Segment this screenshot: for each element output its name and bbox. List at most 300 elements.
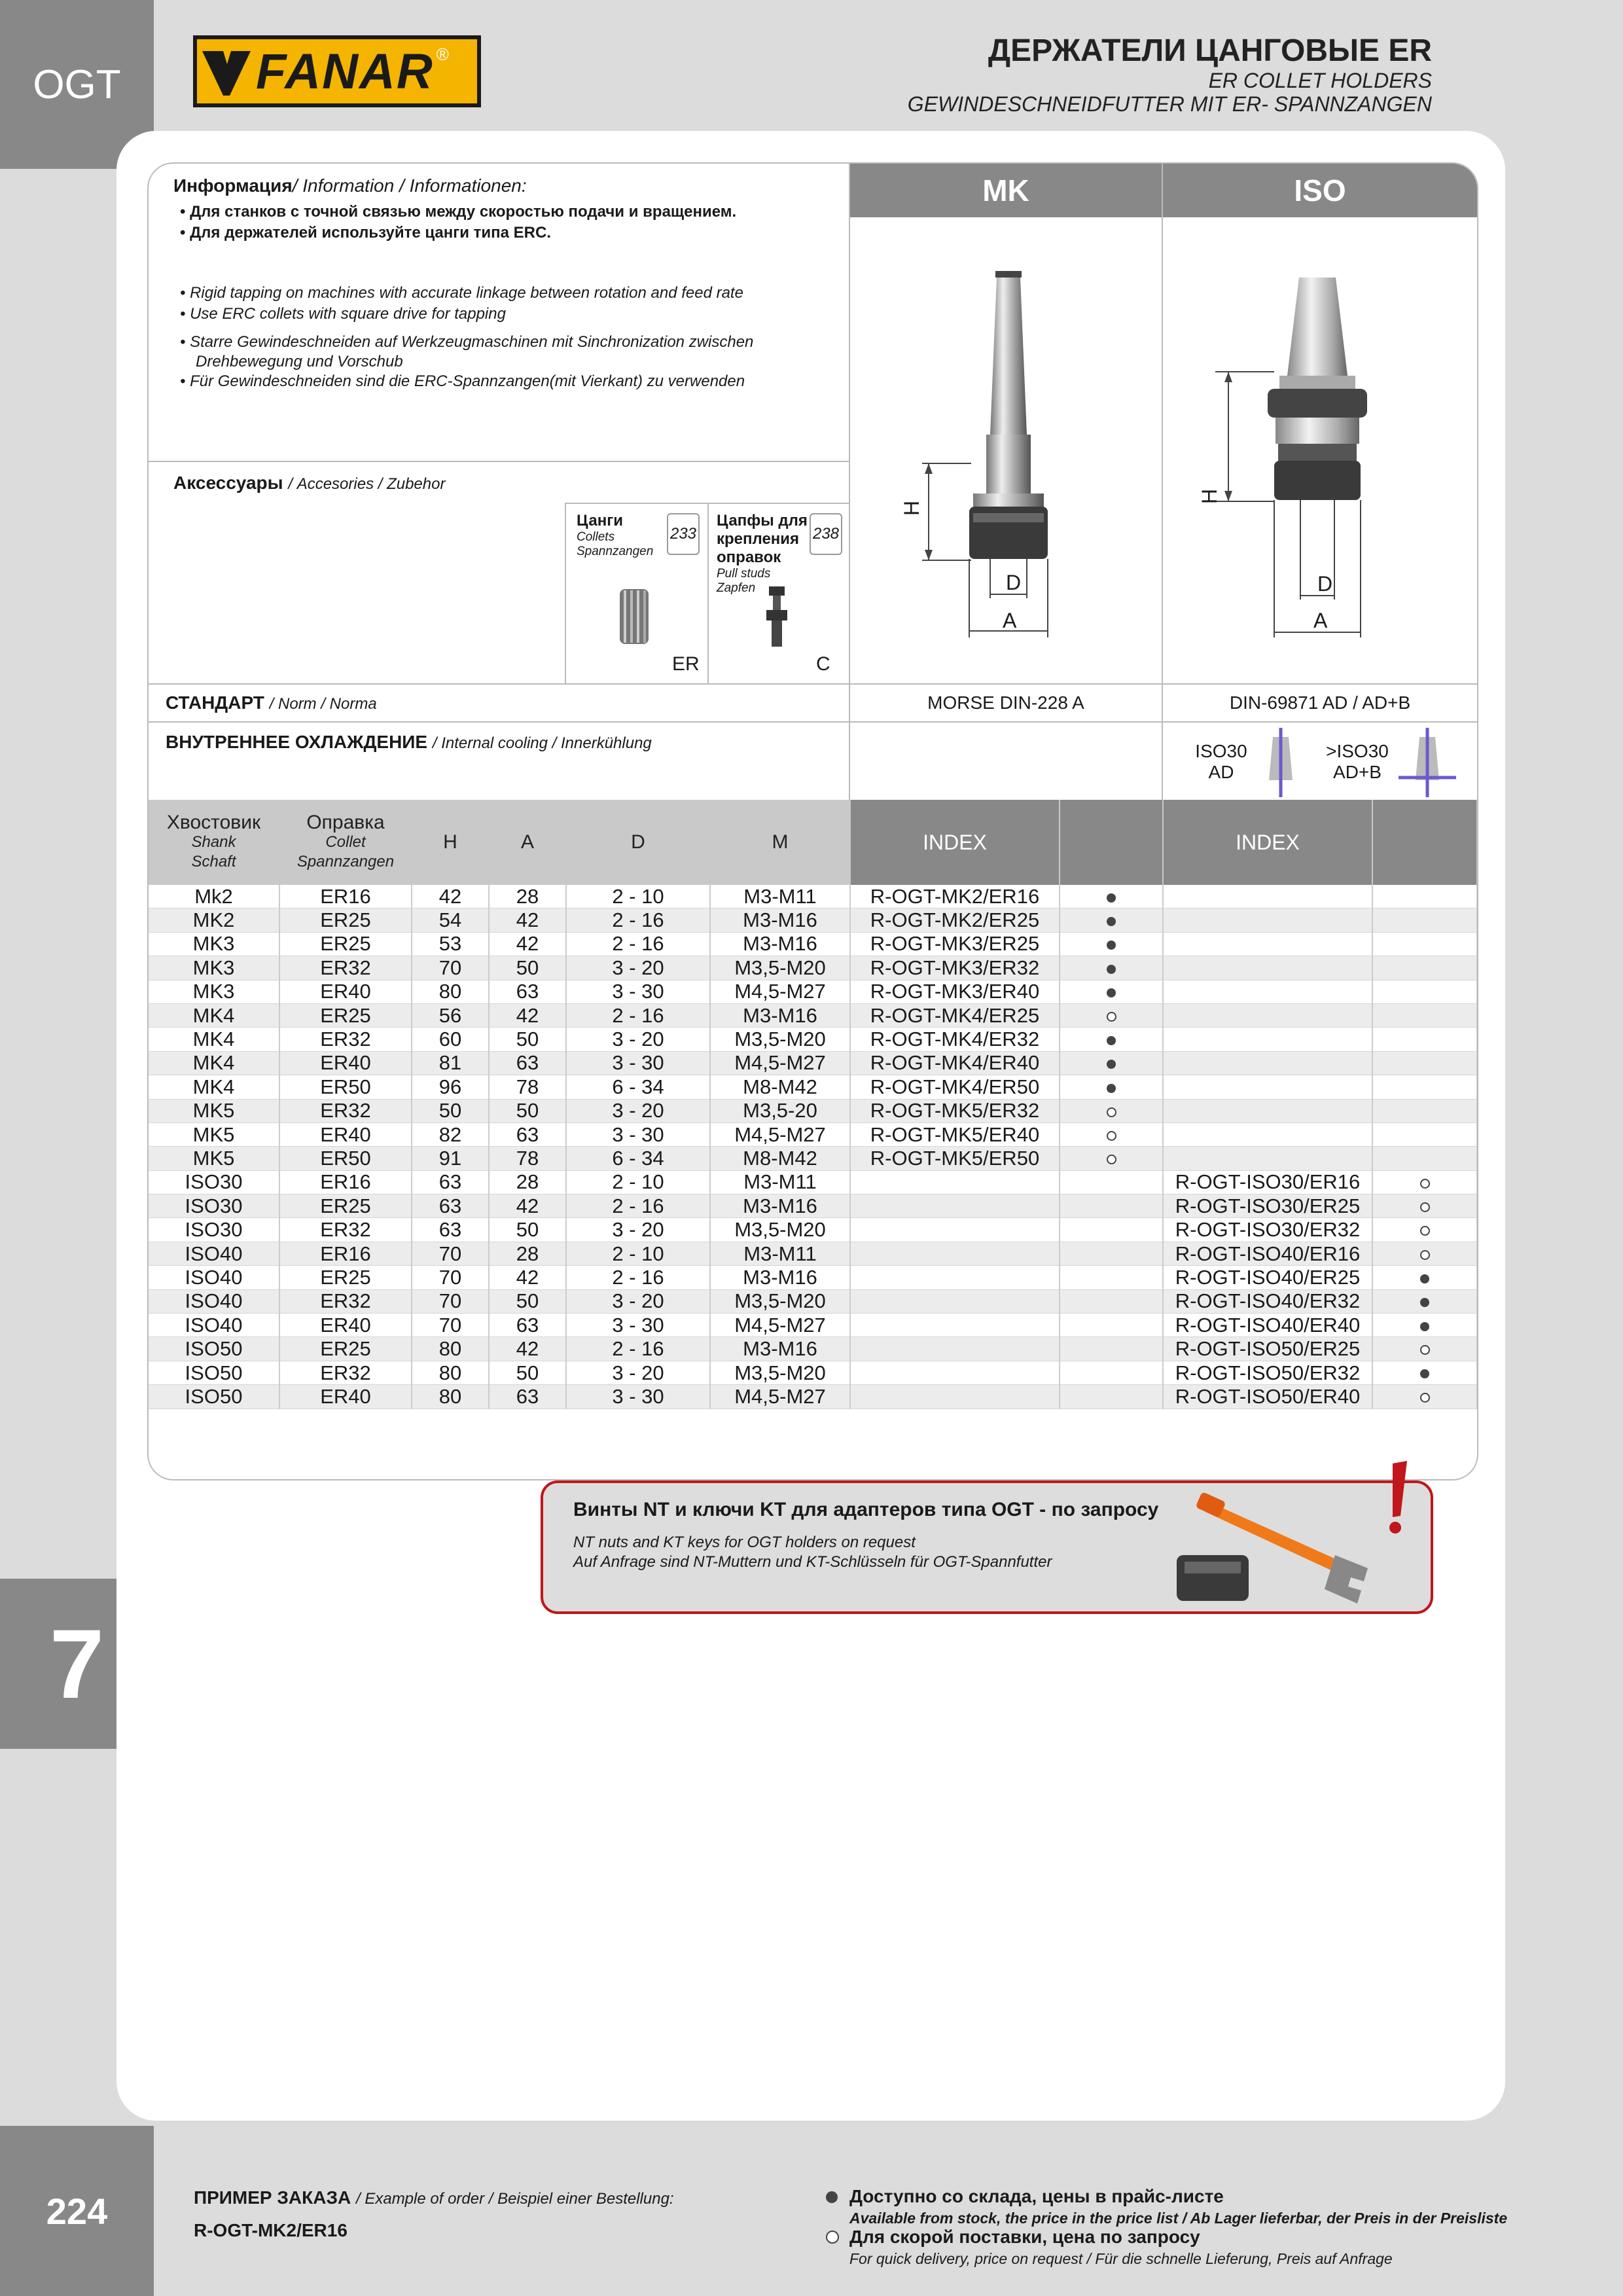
- cell-mk-index: R-OGT-MK5/ER32: [850, 1099, 1060, 1122]
- logo-registered-mark: ®: [436, 45, 449, 64]
- header-shank-ru: Хвостовик: [166, 812, 261, 833]
- open-dot-icon: [1420, 1393, 1430, 1403]
- mk-dim-a: A: [1003, 609, 1017, 632]
- info-bullet-text: Для держателей используйте цанги типа ERC.: [190, 224, 552, 242]
- mk-avail-cell: [1060, 1218, 1163, 1242]
- cell-collet: ER25: [279, 1003, 412, 1027]
- cell-d: 3 - 20: [566, 1218, 710, 1242]
- cell-h: 80: [412, 980, 489, 1003]
- filled-dot-icon: [1420, 1298, 1429, 1307]
- cell-iso-index: R-OGT-ISO50/ER32: [1163, 1361, 1372, 1384]
- nut-and-key-icon: [1171, 1457, 1427, 1607]
- info-bullet: • Starre Gewindeschneiden auf Werkzeugmaschinen mit Sinchronization zwischen: [180, 333, 754, 351]
- cell-d: 3 - 30: [566, 1122, 710, 1146]
- cell-h: 80: [412, 1361, 489, 1384]
- accessory-sub-de: Spannzangen: [577, 545, 654, 558]
- iso-avail-cell: [1372, 1337, 1477, 1361]
- table-row: [149, 1147, 1477, 1170]
- accessories-heading: [173, 473, 445, 493]
- table-row: [149, 1314, 1477, 1337]
- cell-shank: MK4: [149, 1003, 279, 1027]
- column-header-mk: MK: [850, 164, 1162, 217]
- product-table: [149, 800, 1478, 1409]
- cell-collet: ER25: [279, 1266, 412, 1289]
- table-row: [149, 932, 1477, 956]
- cell-iso-index: [1163, 885, 1372, 908]
- accessory-sub-en: Pull studs: [717, 567, 771, 581]
- cell-iso-index: R-OGT-ISO30/ER25: [1163, 1194, 1372, 1218]
- cooling-label: [166, 732, 652, 753]
- mk-avail-cell: [1060, 1194, 1163, 1218]
- info-bullet-text: Starre Gewindeschneiden auf Werkzeugmaschinen mit Sinchronization zwischen: [190, 333, 754, 351]
- mk-avail-cell: [1060, 1170, 1163, 1194]
- cell-h: 70: [412, 1242, 489, 1265]
- filled-dot-icon: [1107, 941, 1116, 950]
- table-row: [149, 1242, 1477, 1265]
- page-title-block: [908, 33, 1432, 116]
- info-bullet: • Для держателей используйте цанги типа ERC.: [180, 224, 552, 242]
- table-row: [149, 1170, 1477, 1194]
- legend-request-alt: For quick delivery, price on request / Für die schnelle Lieferung, Preis auf Anfrage: [849, 2250, 1393, 2267]
- header-iso-availability: [1372, 800, 1477, 885]
- cell-mk-index: R-OGT-MK2/ER25: [850, 908, 1060, 932]
- header-collet-de: Spannzangen: [296, 853, 395, 870]
- cell-iso-index: [1163, 1122, 1372, 1146]
- cell-mk-index: [850, 1242, 1060, 1265]
- header-shank-en: Shank: [191, 833, 236, 851]
- info-bullet: • Для станков с точной связью между скоростью подачи и вращением.: [180, 203, 737, 221]
- filled-dot-icon: [826, 2191, 838, 2203]
- info-bullet-text: Use ERC collets with square drive for tapping: [190, 305, 506, 323]
- filled-dot-icon: [1107, 965, 1116, 974]
- iso-avail-cell: [1372, 1170, 1477, 1194]
- accessory-sub-de: Zapfen: [717, 581, 756, 595]
- legend-request-label: Для скорой поставки, цена по запросу: [849, 2227, 1200, 2247]
- table-row: [149, 1218, 1477, 1242]
- cell-m: M3-M16: [710, 1194, 850, 1218]
- cell-a: 78: [489, 1075, 566, 1099]
- order-example-label-alt: / Example of order / Beispiel einer Bestellung:: [356, 2190, 674, 2208]
- filled-dot-icon: [1107, 1084, 1116, 1093]
- filled-dot-icon: [1107, 893, 1116, 903]
- cell-a: 42: [489, 1003, 566, 1027]
- cell-collet: ER32: [279, 1289, 412, 1313]
- cell-m: M3-M11: [710, 1242, 850, 1265]
- cell-iso-index: [1163, 1003, 1372, 1027]
- cell-d: 2 - 16: [566, 932, 710, 956]
- table-row: [149, 1028, 1477, 1051]
- mk-dim-h: H: [900, 500, 924, 516]
- cell-m: M3,5-M20: [710, 1218, 850, 1242]
- table-row: [149, 1051, 1477, 1075]
- iso-avail-cell: [1372, 1028, 1477, 1051]
- cell-mk-index: [850, 1361, 1060, 1384]
- cell-d: 2 - 16: [566, 1003, 710, 1027]
- info-heading-ru: Информация: [173, 175, 293, 196]
- info-bullet-text: Для станков с точной связью между скоростью подачи и вращением.: [190, 203, 737, 221]
- cell-m: M3-M16: [710, 908, 850, 932]
- iso-avail-cell: [1372, 1314, 1477, 1337]
- cell-collet: ER40: [279, 980, 412, 1003]
- logo-wordmark: FANAR: [256, 43, 434, 99]
- pull-stud-icon: [764, 584, 790, 649]
- cell-d: 2 - 16: [566, 1194, 710, 1218]
- cell-iso-index: [1163, 1075, 1372, 1099]
- cell-h: 70: [412, 956, 489, 980]
- iso-avail-cell: [1372, 1122, 1477, 1146]
- cell-h: 70: [412, 1266, 489, 1289]
- table-row: [149, 1266, 1477, 1289]
- cell-shank: MK5: [149, 1122, 279, 1146]
- page-subtitle-en: ER COLLET HOLDERS: [1208, 69, 1432, 92]
- iso-avail-cell: [1372, 1051, 1477, 1075]
- brand-logo: [193, 35, 481, 107]
- cell-mk-index: [850, 1289, 1060, 1313]
- cell-m: M4,5-M27: [710, 1314, 850, 1337]
- cell-mk-index: R-OGT-MK4/ER25: [850, 1003, 1060, 1027]
- accessory-pull-studs[interactable]: [711, 505, 849, 682]
- table-row: [149, 1099, 1477, 1122]
- cell-mk-index: [850, 1170, 1060, 1194]
- cell-collet: ER25: [279, 1337, 412, 1361]
- iso-avail-cell: [1372, 1361, 1477, 1384]
- cell-h: 63: [412, 1194, 489, 1218]
- iso-avail-cell: [1372, 980, 1477, 1003]
- cell-shank: ISO30: [149, 1194, 279, 1218]
- table-header-row: [149, 800, 1477, 885]
- open-dot-icon: [826, 2231, 839, 2244]
- info-bullets-en: [180, 283, 743, 325]
- cell-h: 80: [412, 1385, 489, 1408]
- header-h: H: [412, 800, 489, 885]
- filled-dot-icon: [1107, 988, 1116, 997]
- iso-avail-cell: [1372, 1218, 1477, 1242]
- cell-mk-index: R-OGT-MK3/ER32: [850, 956, 1060, 980]
- cell-shank: MK4: [149, 1051, 279, 1075]
- cell-iso-index: R-OGT-ISO40/ER25: [1163, 1266, 1372, 1289]
- cell-h: 42: [412, 885, 489, 908]
- cell-a: 63: [489, 1385, 566, 1408]
- mk-avail-cell: [1060, 1385, 1163, 1408]
- cell-d: 3 - 20: [566, 1361, 710, 1384]
- accessory-page-ref[interactable]: 233: [667, 513, 700, 555]
- cell-m: M8-M42: [710, 1147, 850, 1170]
- info-bullet-continuation: Drehbewegung und Vorschub: [196, 353, 403, 370]
- cell-mk-index: R-OGT-MK4/ER40: [850, 1051, 1060, 1075]
- cell-shank: MK3: [149, 980, 279, 1003]
- table-row: [149, 980, 1477, 1003]
- accessory-sub-en: Collets: [577, 530, 615, 544]
- collet-icon: [616, 584, 652, 649]
- cell-d: 6 - 34: [566, 1075, 710, 1099]
- open-dot-icon: [1107, 1155, 1116, 1164]
- cell-mk-index: R-OGT-MK5/ER50: [850, 1147, 1060, 1170]
- cell-iso-index: [1163, 956, 1372, 980]
- cell-mk-index: R-OGT-MK3/ER25: [850, 932, 1060, 956]
- cell-iso-index: [1163, 908, 1372, 932]
- cooling-option-adb: [1315, 741, 1400, 783]
- standard-label-ru: СТАНДАРТ: [166, 692, 264, 713]
- cell-h: 70: [412, 1314, 489, 1337]
- cell-m: M3-M11: [710, 1170, 850, 1194]
- cell-shank: ISO30: [149, 1170, 279, 1194]
- mk-dim-d: D: [1006, 571, 1022, 594]
- cell-m: M4,5-M27: [710, 980, 850, 1003]
- cell-d: 3 - 20: [566, 1099, 710, 1122]
- iso-avail-cell: [1372, 932, 1477, 956]
- cell-d: 2 - 10: [566, 885, 710, 908]
- cell-collet: ER16: [279, 885, 412, 908]
- mk-avail-cell: [1060, 1122, 1163, 1146]
- info-heading-alt: / Information / Informationen:: [292, 175, 527, 196]
- cell-iso-index: [1163, 1099, 1372, 1122]
- cell-m: M4,5-M27: [710, 1051, 850, 1075]
- filled-dot-icon: [1420, 1274, 1429, 1283]
- mk-avail-cell: [1060, 1051, 1163, 1075]
- cell-h: 56: [412, 1003, 489, 1027]
- cell-mk-index: R-OGT-MK3/ER40: [850, 980, 1060, 1003]
- callout-line-en: NT nuts and KT keys for OGT holders on request: [573, 1534, 916, 1551]
- accessories-heading-ru: Аксессуары: [173, 473, 283, 493]
- cell-h: 82: [412, 1122, 489, 1146]
- cell-shank: MK5: [149, 1099, 279, 1122]
- header-collet-en: Collet: [325, 833, 366, 851]
- cell-a: 42: [489, 1337, 566, 1361]
- cell-d: 3 - 30: [566, 1314, 710, 1337]
- cell-m: M3-M16: [710, 1003, 850, 1027]
- iso-avail-cell: [1372, 908, 1477, 932]
- cell-mk-index: [850, 1314, 1060, 1337]
- cell-a: 50: [489, 1028, 566, 1051]
- cell-shank: MK4: [149, 1075, 279, 1099]
- table-row: [149, 1003, 1477, 1027]
- mk-avail-cell: [1060, 1361, 1163, 1384]
- cell-a: 28: [489, 1170, 566, 1194]
- iso-dim-h: H: [1198, 488, 1222, 505]
- accessory-collets[interactable]: [569, 505, 706, 682]
- table-row: [149, 1361, 1477, 1384]
- mk-avail-cell: [1060, 932, 1163, 956]
- cell-h: 70: [412, 1289, 489, 1313]
- product-panel: [147, 162, 1478, 1480]
- iso-avail-cell: [1372, 1075, 1477, 1099]
- order-example-code: R-OGT-MK2/ER16: [194, 2220, 348, 2240]
- section-tab-label: OGT: [33, 62, 121, 107]
- mk-avail-cell: [1060, 956, 1163, 980]
- standard-iso: DIN-69871 AD / AD+B: [1229, 692, 1411, 713]
- cell-shank: MK3: [149, 956, 279, 980]
- cell-collet: ER40: [279, 1051, 412, 1075]
- cell-a: 42: [489, 1266, 566, 1289]
- cell-m: M4,5-M27: [710, 1385, 850, 1408]
- legend-request-marker: [826, 2231, 839, 2244]
- info-bullet: • Rigid tapping on machines with accurate linkage between rotation and feed rate: [180, 284, 743, 302]
- header-mk-index: INDEX: [850, 800, 1060, 885]
- mk-avail-cell: [1060, 1075, 1163, 1099]
- cell-iso-index: [1163, 1147, 1372, 1170]
- filled-dot-icon: [1420, 1322, 1429, 1331]
- iso-avail-cell: [1372, 956, 1477, 980]
- logo-v-icon: [197, 39, 256, 103]
- mk-avail-cell: [1060, 1314, 1163, 1337]
- cell-collet: ER25: [279, 908, 412, 932]
- cell-shank: MK5: [149, 1147, 279, 1170]
- cooling-option-line: ISO30: [1195, 741, 1247, 761]
- cell-collet: ER25: [279, 932, 412, 956]
- cell-h: 81: [412, 1051, 489, 1075]
- header-shank-de: Schaft: [191, 853, 236, 870]
- cell-a: 42: [489, 908, 566, 932]
- cell-d: 2 - 16: [566, 908, 710, 932]
- cell-iso-index: R-OGT-ISO40/ER32: [1163, 1289, 1372, 1313]
- cell-a: 63: [489, 1314, 566, 1337]
- accessory-title: [717, 512, 808, 567]
- cell-d: 2 - 16: [566, 1266, 710, 1289]
- cell-iso-index: R-OGT-ISO50/ER25: [1163, 1337, 1372, 1361]
- cell-a: 63: [489, 1122, 566, 1146]
- cell-h: 63: [412, 1218, 489, 1242]
- cell-mk-index: [850, 1337, 1060, 1361]
- table-row: [149, 1337, 1477, 1361]
- open-dot-icon: [1420, 1179, 1430, 1189]
- accessory-code: C: [816, 653, 830, 675]
- cell-iso-index: [1163, 932, 1372, 956]
- cell-collet: ER32: [279, 1099, 412, 1122]
- cell-a: 50: [489, 956, 566, 980]
- iso-avail-cell: [1372, 1289, 1477, 1313]
- column-header-iso: ISO: [1163, 164, 1477, 217]
- cell-a: 28: [489, 1242, 566, 1265]
- mk-avail-cell: [1060, 1028, 1163, 1051]
- accessory-title-line: крепления: [717, 530, 800, 548]
- cell-m: M3-M16: [710, 1266, 850, 1289]
- header-shank: [149, 800, 279, 885]
- cell-m: M3,5-M20: [710, 1361, 850, 1384]
- cooling-label-ru: ВНУТРЕННЕЕ ОХЛАЖДЕНИЕ: [166, 732, 428, 752]
- cell-a: 78: [489, 1147, 566, 1170]
- cell-collet: ER16: [279, 1170, 412, 1194]
- cell-shank: ISO40: [149, 1314, 279, 1337]
- open-dot-icon: [1420, 1345, 1430, 1355]
- open-dot-icon: [1420, 1226, 1430, 1236]
- nuts-keys-callout: [541, 1480, 1433, 1614]
- table-row: [149, 1122, 1477, 1146]
- cell-mk-index: [850, 1194, 1060, 1218]
- cell-a: 42: [489, 932, 566, 956]
- iso-dim-a: A: [1313, 609, 1328, 632]
- cell-collet: ER32: [279, 1218, 412, 1242]
- cell-iso-index: [1163, 1028, 1372, 1051]
- cell-m: M8-M42: [710, 1075, 850, 1099]
- iso-avail-cell: [1372, 885, 1477, 908]
- mk-avail-cell: [1060, 1147, 1163, 1170]
- cell-iso-index: R-OGT-ISO30/ER16: [1163, 1170, 1372, 1194]
- mk-avail-cell: [1060, 1266, 1163, 1289]
- info-heading: [173, 175, 527, 196]
- cell-d: 3 - 30: [566, 1385, 710, 1408]
- open-dot-icon: [1420, 1202, 1430, 1212]
- cell-a: 42: [489, 1194, 566, 1218]
- header-m: M: [710, 800, 850, 885]
- cell-collet: ER40: [279, 1122, 412, 1146]
- cell-collet: ER16: [279, 1242, 412, 1265]
- cell-a: 50: [489, 1218, 566, 1242]
- iso-avail-cell: [1372, 1266, 1477, 1289]
- cell-a: 50: [489, 1361, 566, 1384]
- cell-m: M3,5-20: [710, 1099, 850, 1122]
- table-row: [149, 1194, 1477, 1218]
- iso-dim-d: D: [1317, 572, 1333, 596]
- cell-shank: MK3: [149, 932, 279, 956]
- standard-mk: MORSE DIN-228 A: [927, 692, 1084, 713]
- iso-avail-cell: [1372, 1147, 1477, 1170]
- cell-shank: ISO50: [149, 1361, 279, 1384]
- cell-shank: ISO40: [149, 1266, 279, 1289]
- order-example-label-ru: ПРИМЕР ЗАКАЗА: [194, 2187, 351, 2208]
- iso-avail-cell: [1372, 1003, 1477, 1027]
- info-bullet: • Use ERC collets with square drive for tapping: [180, 305, 506, 323]
- cell-d: 2 - 16: [566, 1337, 710, 1361]
- cell-shank: MK2: [149, 908, 279, 932]
- header-collet-ru: Оправка: [306, 812, 385, 833]
- cell-d: 3 - 20: [566, 956, 710, 980]
- table-row: [149, 908, 1477, 932]
- open-dot-icon: [1107, 1012, 1116, 1022]
- mk-avail-cell: [1060, 1337, 1163, 1361]
- cell-m: M3,5-M20: [710, 1028, 850, 1051]
- cell-a: 63: [489, 980, 566, 1003]
- accessory-subtitle: [577, 530, 653, 559]
- accessory-page-ref[interactable]: 238: [810, 513, 842, 555]
- info-bullets-de: [180, 332, 753, 391]
- table-row: [149, 1075, 1477, 1099]
- cell-mk-index: R-OGT-MK4/ER32: [850, 1028, 1060, 1051]
- standard-label: [166, 692, 377, 713]
- accessory-subtitle: [717, 567, 770, 596]
- mk-avail-cell: [1060, 1242, 1163, 1265]
- open-dot-icon: [1420, 1250, 1430, 1260]
- cell-shank: ISO50: [149, 1337, 279, 1361]
- cell-m: M3-M11: [710, 885, 850, 908]
- page-subtitle-de: GEWINDESCHNEIDFUTTER MIT ER- SPANNZANGEN: [907, 92, 1432, 116]
- cell-d: 6 - 34: [566, 1147, 710, 1170]
- cell-mk-index: R-OGT-MK2/ER16: [850, 885, 1060, 908]
- cell-d: 3 - 20: [566, 1028, 710, 1051]
- cell-a: 28: [489, 885, 566, 908]
- cell-collet: ER50: [279, 1075, 412, 1099]
- cell-d: 3 - 30: [566, 1051, 710, 1075]
- cell-h: 54: [412, 908, 489, 932]
- open-dot-icon: [1107, 1131, 1116, 1141]
- cooling-adb-icon: [1395, 728, 1460, 797]
- cell-h: 50: [412, 1099, 489, 1122]
- page-number: 224: [46, 2190, 108, 2232]
- legend-stock-marker: [826, 2191, 838, 2203]
- filled-dot-icon: [1107, 1036, 1116, 1045]
- cell-d: 2 - 10: [566, 1170, 710, 1194]
- accessories-heading-alt: / Accesories / Zubehor: [288, 475, 446, 493]
- order-example-label: [194, 2187, 674, 2208]
- cell-collet: ER40: [279, 1314, 412, 1337]
- header-a: A: [489, 800, 566, 885]
- cell-shank: ISO40: [149, 1289, 279, 1313]
- cell-iso-index: R-OGT-ISO30/ER32: [1163, 1218, 1372, 1242]
- cell-iso-index: [1163, 980, 1372, 1003]
- cell-h: 53: [412, 932, 489, 956]
- cell-shank: ISO30: [149, 1218, 279, 1242]
- header-collet: [279, 800, 412, 885]
- cell-d: 2 - 10: [566, 1242, 710, 1265]
